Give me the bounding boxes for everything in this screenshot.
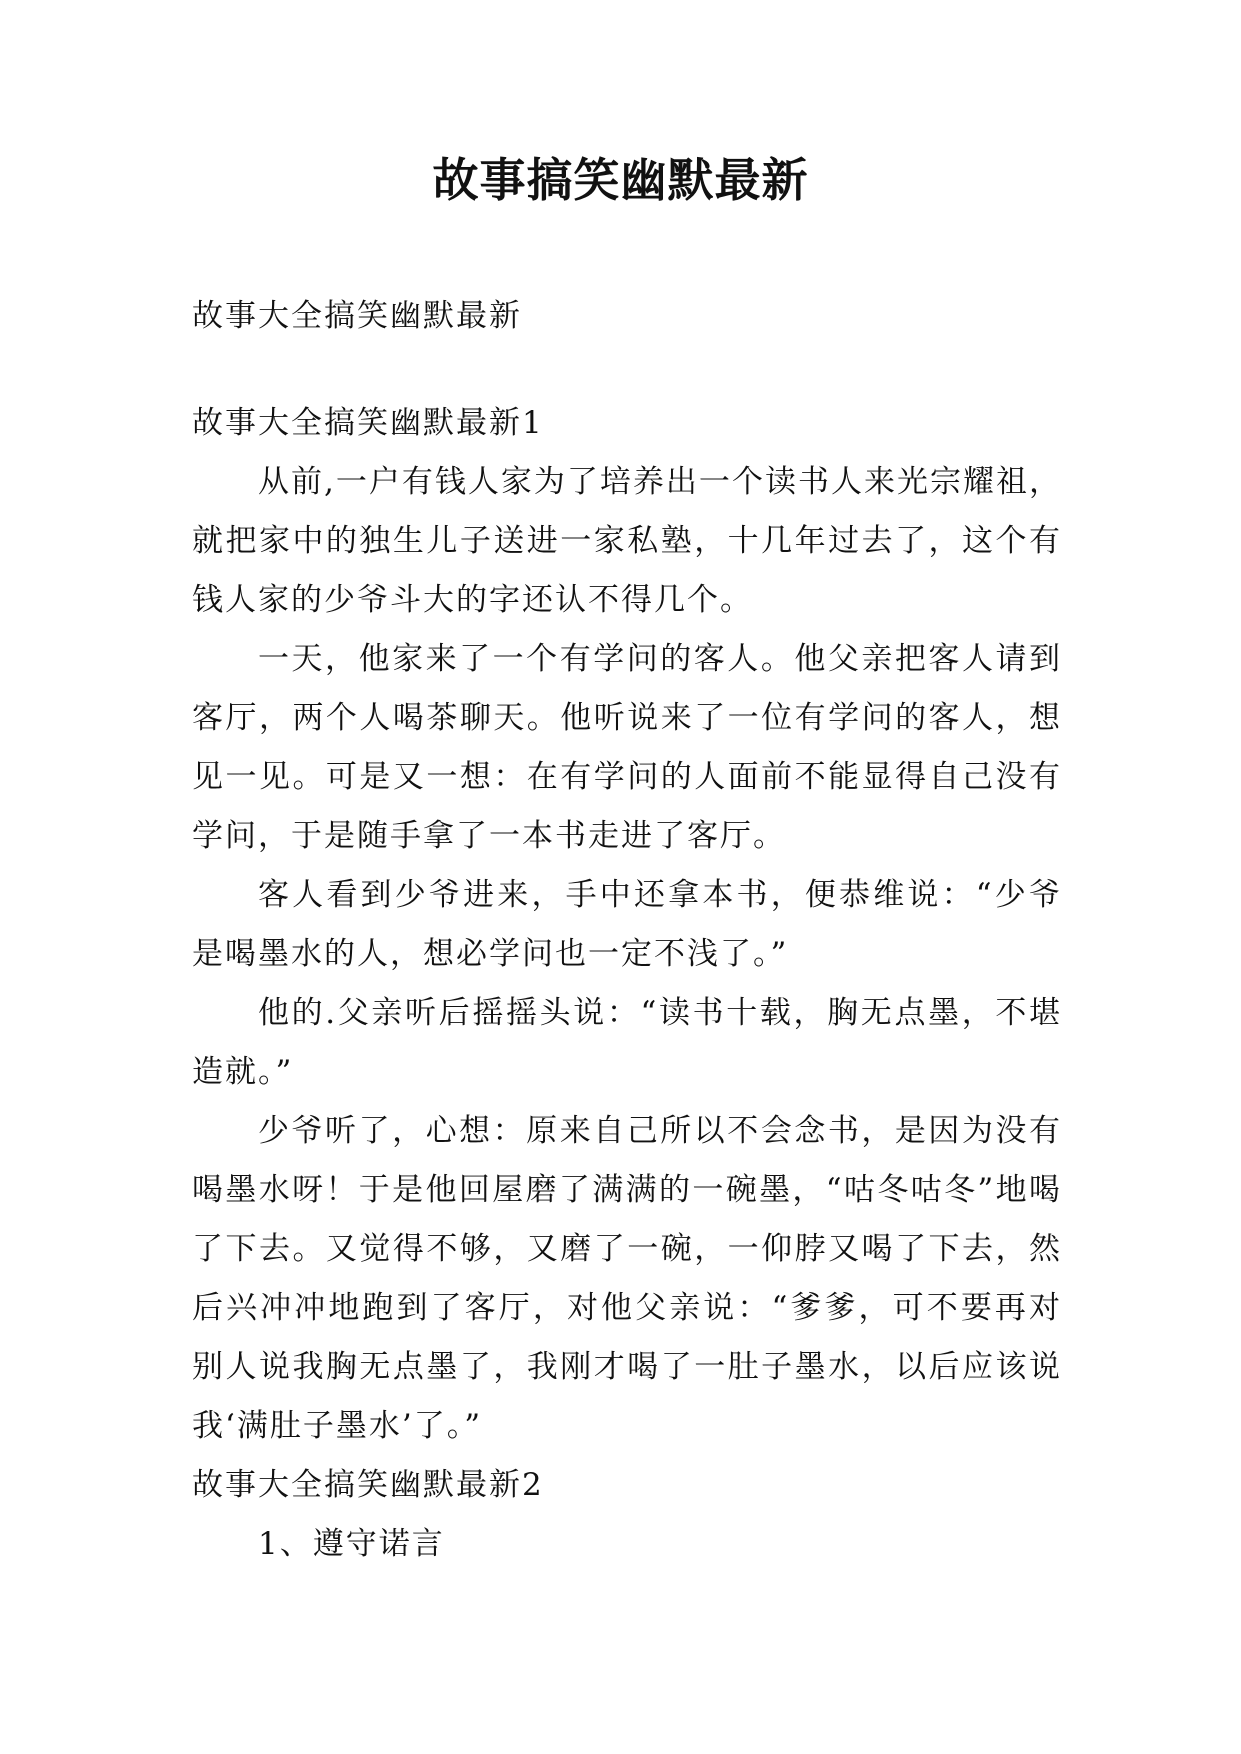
- document-subtitle: 故事大全搞笑幽默最新: [192, 298, 522, 334]
- paragraph: 客人看到少爷进来，手中还拿本书，便恭维说：“少爷是喝墨水的人，想必学问也一定不浅了。”: [192, 877, 1062, 972]
- section-heading: 故事大全搞笑幽默最新1: [192, 405, 544, 441]
- document-title: 故事搞笑幽默最新: [432, 153, 809, 207]
- paragraph: 1、遵守诺言: [258, 1526, 445, 1562]
- paragraph: 少爷听了，心想：原来自己所以不会念书，是因为没有喝墨水呀！于是他回屋磨了满满的一碗墨，“咕冬咕冬”地喝了下去。又觉得不够，又磨了一碗，一仰脖又喝了下去，然后兴冲冲地跑到了客厅，对他父亲说：“爹爹，可不要再对别人说我胸无点墨了，我刚才喝了一肚子墨水，以后应该说我‘满肚子墨水’了。”: [192, 1113, 1062, 1444]
- document-body: [192, 287, 1062, 1574]
- paragraph: 一天，他家来了一个有学问的客人。他父亲把客人请到客厅，两个人喝茶聊天。他听说来了一位有学问的客人，想见一见。可是又一想：在有学问的人面前不能显得自己没有学问，于是随手拿了一本书走进了客厅。: [192, 641, 1062, 854]
- section-heading: 故事大全搞笑幽默最新2: [192, 1467, 544, 1503]
- paragraph: 从前,一户有钱人家为了培养出一个读书人来光宗耀祖，就把家中的独生儿子送进一家私塾，十几年过去了，这个有钱人家的少爷斗大的字还认不得几个。: [192, 464, 1062, 618]
- paragraph: 他的.父亲听后摇摇头说：“读书十载，胸无点墨，不堪造就。”: [192, 995, 1062, 1090]
